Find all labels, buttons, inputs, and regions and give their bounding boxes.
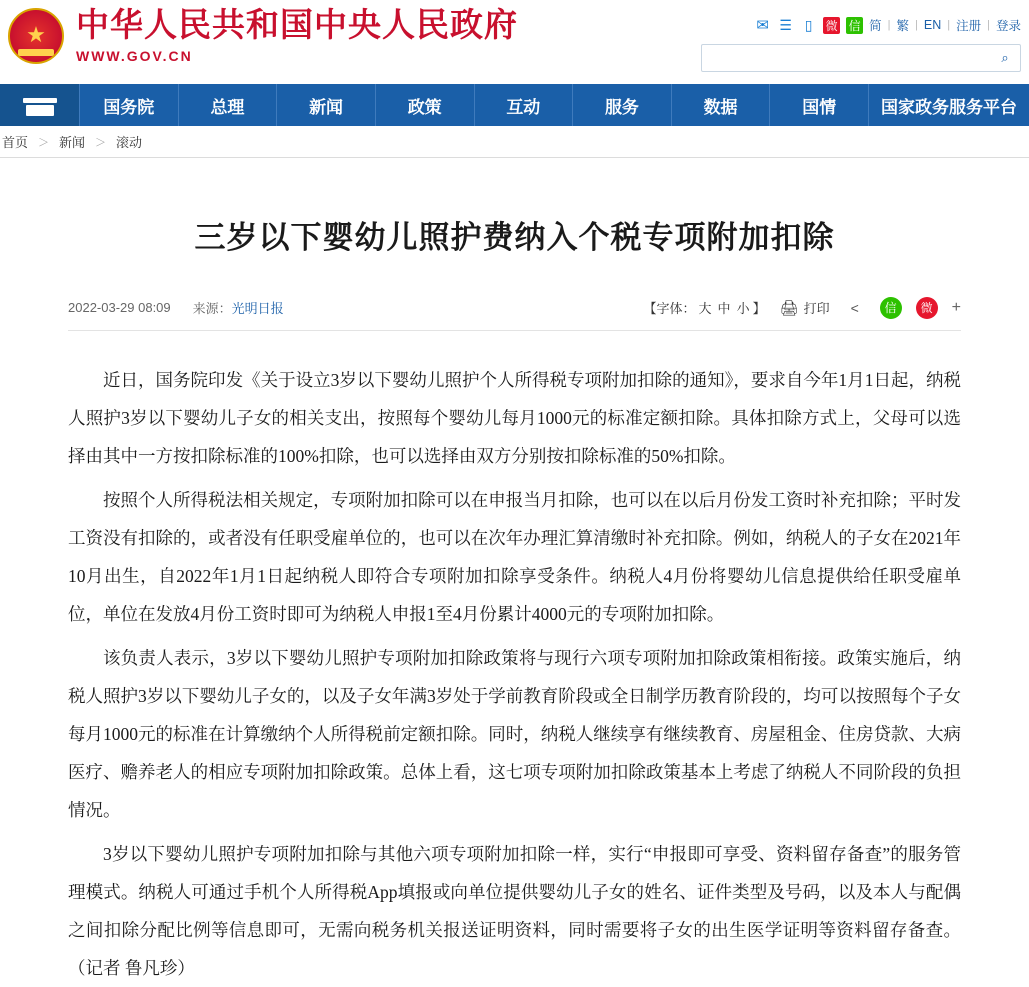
wechat-share-icon[interactable]: 信 <box>880 297 902 319</box>
separator: | <box>987 19 990 31</box>
site-header <box>0 0 1029 84</box>
breadcrumb-separator: ＞ <box>38 136 50 149</box>
article-paragraph: 近日，国务院印发《关于设立3岁以下婴幼儿照护个人所得税专项附加扣除的通知》，要求自今年1月1日起，纳税人照护3岁以下婴幼儿子女的相关支出，按照每个婴幼儿每月1000元的标准定额扣除。具体扣除方式上，父母可以选择由其中一方按扣除标准的100%扣除，也可以选择由双方分别按扣除标准的50%扣除。 <box>68 370 961 466</box>
article-source <box>193 298 284 317</box>
print-label: 打印 <box>803 301 830 316</box>
source-label: 来源： <box>192 301 232 316</box>
header-links-row <box>701 14 1021 36</box>
nav-item-news[interactable]: 新闻 <box>277 84 376 126</box>
breadcrumb-item-home[interactable]: 首页 <box>2 135 29 150</box>
site-brand[interactable] <box>0 8 518 64</box>
national-emblem-icon <box>8 8 64 64</box>
search-input[interactable] <box>710 50 996 66</box>
search-icon[interactable]: ⌕ <box>996 49 1014 67</box>
fontsize-label-end: 】 <box>752 301 766 316</box>
nav-item-state-council[interactable]: 国务院 <box>80 84 179 126</box>
site-domain: WWW.GOV.CN <box>76 47 193 64</box>
article-meta-left <box>68 298 284 317</box>
nav-item-data[interactable]: 数据 <box>672 84 771 126</box>
register-link[interactable]: 注册 <box>956 19 982 33</box>
gate-icon <box>23 94 57 116</box>
nav-item-premier[interactable]: 总理 <box>179 84 278 126</box>
printer-icon: 🖨 <box>779 299 799 317</box>
nav-item-interaction[interactable]: 互动 <box>475 84 574 126</box>
share-icon[interactable]: < <box>850 299 859 316</box>
breadcrumb-item-rolling[interactable]: 滚动 <box>116 135 143 150</box>
mail-icon[interactable]: ✉ <box>756 17 769 34</box>
lang-link-english[interactable]: EN <box>923 18 942 32</box>
nav-item-policy[interactable]: 政策 <box>376 84 475 126</box>
lang-link-simplified[interactable]: 简 <box>869 19 882 33</box>
fontsize-small[interactable]: 小 <box>736 301 750 316</box>
breadcrumb <box>0 126 1029 158</box>
article-paragraph: 3岁以下婴幼儿照护专项附加扣除与其他六项专项附加扣除一样，实行“申报即可享受、资料留存备查”的服务管理模式。纳税人可通过手机个人所得税App填报或向单位提供婴幼儿子女的姓名、证件类型及号码，以及本人与配偶之间扣除分配比例等信息即可，无需向税务机关报送证明资料，同时需要将子女的出生医学证明等资料留存备查。（记者 鲁凡珍） <box>68 844 961 978</box>
nav-item-government-service-platform[interactable]: 国家政务服务平台 <box>881 97 1017 117</box>
separator: | <box>947 19 951 31</box>
source-name[interactable]: 光明日报 <box>231 301 284 316</box>
publish-date: 2022-03-29 08:09 <box>68 300 171 315</box>
lang-link-traditional[interactable]: 繁 <box>896 19 910 33</box>
fontsize-control <box>644 298 766 317</box>
print-button[interactable] <box>780 298 830 317</box>
page-title: 三岁以下婴幼儿照护费纳入个税专项附加扣除 <box>194 220 835 255</box>
breadcrumb-item-news[interactable]: 新闻 <box>59 135 86 150</box>
article-container <box>0 212 1029 987</box>
site-title: 中华人民共和国中央人民政府 <box>76 7 518 44</box>
login-link[interactable]: 登录 <box>995 19 1021 33</box>
article-tools <box>644 297 961 319</box>
main-navigation <box>0 84 1029 126</box>
article-body <box>68 361 961 987</box>
wechat-icon[interactable]: 信 <box>846 17 863 34</box>
fontsize-large[interactable]: 大 <box>698 301 712 316</box>
fontsize-medium[interactable]: 中 <box>717 301 731 316</box>
weibo-share-icon[interactable]: 微 <box>916 297 938 319</box>
article-meta <box>68 297 961 331</box>
breadcrumb-separator: ＞ <box>95 136 107 149</box>
separator: | <box>915 19 918 31</box>
brand-text <box>76 7 518 64</box>
article-paragraph: 该负责人表示，3岁以下婴幼儿照护专项附加扣除政策将与现行六项专项附加扣除政策相衔接。政策实施后，纳税人照护3岁以下婴幼儿子女的，以及子女年满3岁处于学前教育阶段或全日制学历教育阶段的，均可以按照每个子女每月1000元的标准在计算缴纳个人所得税前定额扣除。同时，纳税人继续享有继续教育、房屋租金、住房贷款、大病医疗、赡养老人的相应专项附加扣除政策。总体上看，这七项专项附加扣除政策基本上考虑了纳税人不同阶段的负担情况。 <box>68 648 961 820</box>
nav-item-service[interactable]: 服务 <box>573 84 672 126</box>
article-paragraph: 按照个人所得税法相关规定，专项附加扣除可以在申报当月扣除，也可以在以后月份发工资时补充扣除；平时发工资没有扣除的，或者没有任职受雇单位的，也可以在次年办理汇算清缴时补充扣除。例如，纳税人的子女在2021年10月出生，自2022年1月1日起纳税人即符合专项附加扣除享受条件。纳税人4月份将婴幼儿信息提供给任职受雇单位，单位在发放4月份工资时即可为纳税人申报1至4月份累计4000元的专项附加扣除。 <box>68 490 961 624</box>
nav-item-home[interactable] <box>0 84 80 126</box>
nav-item-national-conditions[interactable]: 国情 <box>770 84 869 126</box>
separator: | <box>887 19 891 31</box>
list-icon[interactable]: ☰ <box>779 16 792 33</box>
header-utilities <box>701 14 1021 72</box>
mobile-icon[interactable]: ▯ <box>804 16 813 33</box>
weibo-icon[interactable]: 微 <box>823 17 840 34</box>
more-share-icon[interactable]: + <box>951 298 961 316</box>
search-bar[interactable] <box>701 44 1021 72</box>
fontsize-label: 【字体： <box>643 301 696 316</box>
